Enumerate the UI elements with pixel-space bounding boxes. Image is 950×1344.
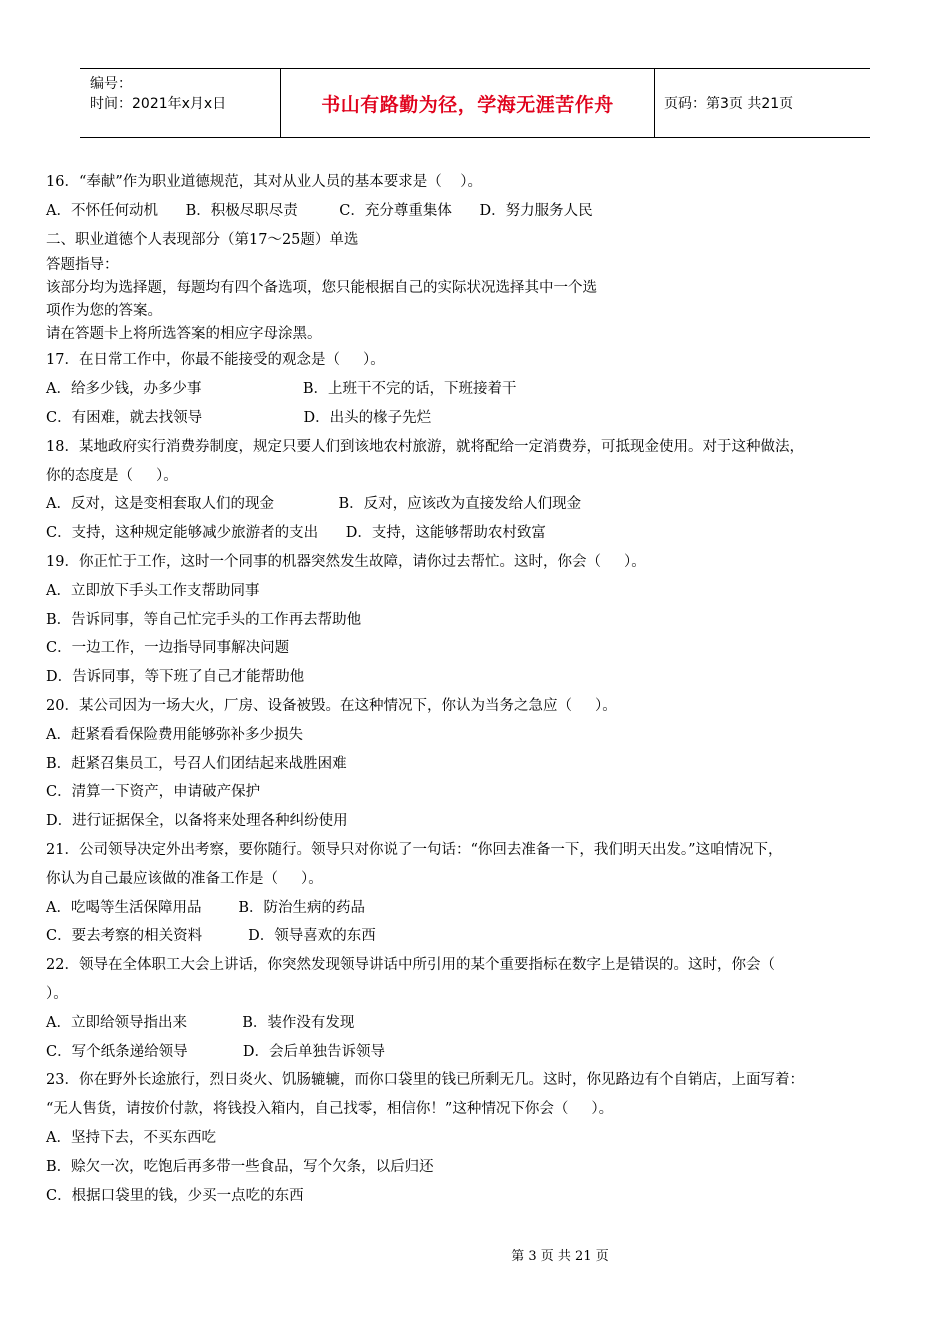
number-label: 编号： bbox=[90, 76, 132, 92]
text-line: A．立即放下手头工作支帮助同事 bbox=[46, 582, 260, 599]
text-line: C．要去考察的相关资料 D．领导喜欢的东西 bbox=[46, 928, 376, 945]
page-info: 页码：第3页 共21页 bbox=[664, 96, 794, 112]
time-label: 时间：2021年x月x日 bbox=[90, 96, 227, 112]
document-body bbox=[46, 168, 916, 1210]
text-line: 答题指导： bbox=[46, 257, 119, 274]
text-line: 22．领导在全体职工大会上讲话，你突然发现领导讲话中所引用的某个重要指标在数字上是错误的。这时，你会（ bbox=[46, 957, 775, 974]
text-line: 请在答题卡上将所选答案的相应字母涂黑。 bbox=[46, 326, 322, 343]
text-line: A．不怀任何动机 B．积极尽职尽责 C．充分尊重集体 D．努力服务人民 bbox=[46, 202, 593, 219]
text-line: C．支持，这种规定能够减少旅游者的支出 D．支持，这能够帮助农村致富 bbox=[46, 525, 546, 542]
text-line: C．清算一下资产，申请破产保护 bbox=[46, 784, 261, 801]
text-line: 该部分均为选择题，每题均有四个备选项，您只能根据自己的实际状况选择其中一个选 bbox=[46, 280, 597, 297]
text-line: A．赶紧看看保险费用能够弥补多少损失 bbox=[46, 726, 303, 743]
text-line: 20．某公司因为一场大火，厂房、设备被毁。在这种情况下，你认为当务之急应（ ）。 bbox=[46, 697, 617, 714]
text-line: D．告诉同事，等下班了自己才能帮助他 bbox=[46, 669, 305, 686]
text-line: 二、职业道德个人表现部分（第17～25题）单选 bbox=[46, 231, 359, 248]
text-line: A．坚持下去，不买东西吃 bbox=[46, 1129, 216, 1146]
text-line: ）。 bbox=[46, 985, 68, 1002]
text-line: B．赶紧召集员工，号召人们团结起来战胜困难 bbox=[46, 755, 347, 772]
text-line: 19．你正忙于工作，这时一个同事的机器突然发生故障，请你过去帮忙。这时，你会（ ）。 bbox=[46, 553, 646, 570]
text-line: 18．某地政府实行消费券制度，规定只要人们到该地农村旅游，就将配给一定消费券，可抵现金使用。对于这种做法， bbox=[46, 438, 804, 455]
text-line: A．立即给领导指出来 B．装作没有发现 bbox=[46, 1014, 355, 1031]
text-line: 16．“奉献”作为职业道德规范，其对从业人员的基本要求是（ ）。 bbox=[46, 174, 482, 190]
text-line: 23．你在野外长途旅行，烈日炎火、饥肠辘辘，而你口袋里的钱已所剩无几。这时，你见路边有个自销店，上面写着： bbox=[46, 1072, 804, 1089]
text-line: C．一边工作，一边指导同事解决问题 bbox=[46, 640, 290, 657]
text-line: C．有困难，就去找领导 D．出头的椽子先烂 bbox=[46, 409, 432, 426]
text-line: B．告诉同事，等自己忙完手头的工作再去帮助他 bbox=[46, 611, 362, 628]
text-line: B．赊欠一次，吃饱后再多带一些食品，写个欠条，以后归还 bbox=[46, 1158, 434, 1175]
page-footer: 第 3 页 共 21 页 bbox=[511, 1249, 609, 1264]
text-line: A．吃喝等生活保障用品 B．防治生病的药品 bbox=[46, 899, 365, 916]
text-line: C．根据口袋里的钱，少买一点吃的东西 bbox=[46, 1187, 304, 1204]
text-line: 项作为您的答案。 bbox=[46, 303, 162, 320]
header-motto-cell bbox=[280, 69, 655, 137]
motto-text: 书山有路勤为径，学海无涯苦作舟 bbox=[321, 93, 614, 116]
text-line: “无人售货，请按价付款，将钱投入箱内，自己找零，相信你！”这种情况下你会（ ）。 bbox=[46, 1101, 614, 1118]
text-line: D．进行证据保全，以备将来处理各种纠纷使用 bbox=[46, 813, 348, 830]
text-line: A．给多少钱，办多少事 B．上班干不完的话，下班接着干 bbox=[46, 381, 517, 398]
text-line: A．反对，这是变相套取人们的现金 B．反对，应该改为直接发给人们现金 bbox=[46, 496, 582, 513]
text-line: 17．在日常工作中，你最不能接受的观念是（ ）。 bbox=[46, 352, 385, 369]
text-line: 你认为自己最应该做的准备工作是（ ）。 bbox=[46, 870, 323, 887]
text-line: 你的态度是（ ）。 bbox=[46, 467, 178, 484]
page-header bbox=[80, 68, 870, 138]
header-left-cell bbox=[80, 69, 280, 137]
text-line: 21．公司领导决定外出考察，要你随行。领导只对你说了一句话：“你回去准备一下，我们明天出发。”这咱情况下， bbox=[46, 841, 783, 858]
text-line: C．写个纸条递给领导 D．会后单独告诉领导 bbox=[46, 1043, 386, 1060]
header-right-cell bbox=[654, 69, 870, 137]
